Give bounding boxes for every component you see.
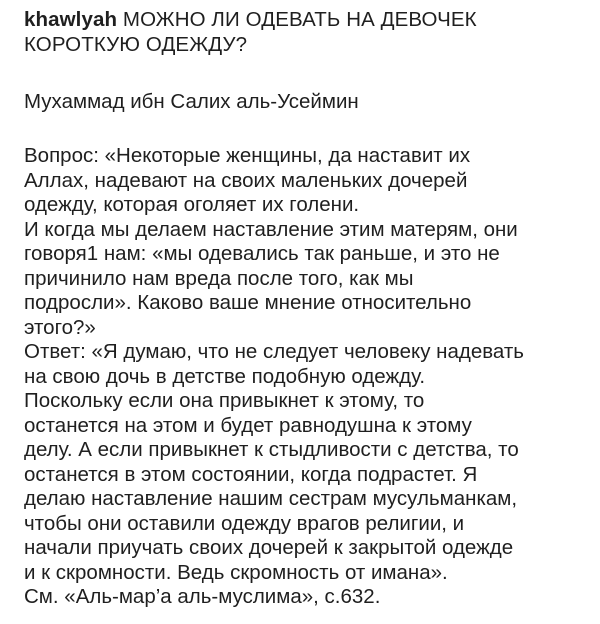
body-line: делаю наставление нашим сестрам мусульманкам, xyxy=(24,487,518,510)
body-line: подросли». Каково ваше мнение относительно xyxy=(24,291,472,314)
body-line: делу. А если привыкнет к стыдливости с детства, то xyxy=(24,438,519,461)
body-line: чтобы они оставили одежду врагов религии, и xyxy=(24,511,465,535)
post-body xyxy=(24,144,584,610)
body-line: Вопрос: «Некоторые женщины, да наставит их xyxy=(24,144,471,167)
body-line: одежду, которая оголяет их голени. xyxy=(24,193,360,216)
body-line: останется в этом состоянии, когда подрастет. Я xyxy=(24,462,478,486)
body-line: начали приучать своих дочерей к закрытой одежде xyxy=(24,536,514,559)
body-line: говоря1 нам: «мы одевались так раньше, и это не xyxy=(24,242,500,265)
author-name: Мухаммад ибн Салих аль-Усеймин xyxy=(24,90,359,113)
source-reference: См. «Аль-мар’а аль-муслима», с.632. xyxy=(24,585,381,608)
body-line: Ответ: «Я думаю, что не следует человеку надевать xyxy=(24,340,524,363)
body-line: этого?» xyxy=(24,315,96,339)
body-line: и к скромности. Ведь скромность от имана». xyxy=(24,560,448,584)
body-line: причинило нам вреда после того, как мы xyxy=(24,266,414,290)
body-line: останется на этом и будет равнодушна к этому xyxy=(24,413,472,437)
body-line: на свою дочь в детстве подобную одежду. xyxy=(24,364,426,388)
username-link[interactable]: khawlyah xyxy=(24,8,118,31)
body-line: Поскольку если она привыкнет к этому, то xyxy=(24,389,425,412)
caption-first-line xyxy=(24,8,584,33)
body-line: Аллах, надевают на своих маленьких дочерей xyxy=(24,168,468,192)
title-line: КОРОТКУЮ ОДЕЖДУ? xyxy=(24,32,248,56)
title-line: МОЖНО ЛИ ОДЕВАТЬ НА ДЕВОЧЕК xyxy=(122,8,477,31)
body-line: И когда мы делаем наставление этим матерям, они xyxy=(24,217,518,241)
post-caption xyxy=(24,8,584,57)
